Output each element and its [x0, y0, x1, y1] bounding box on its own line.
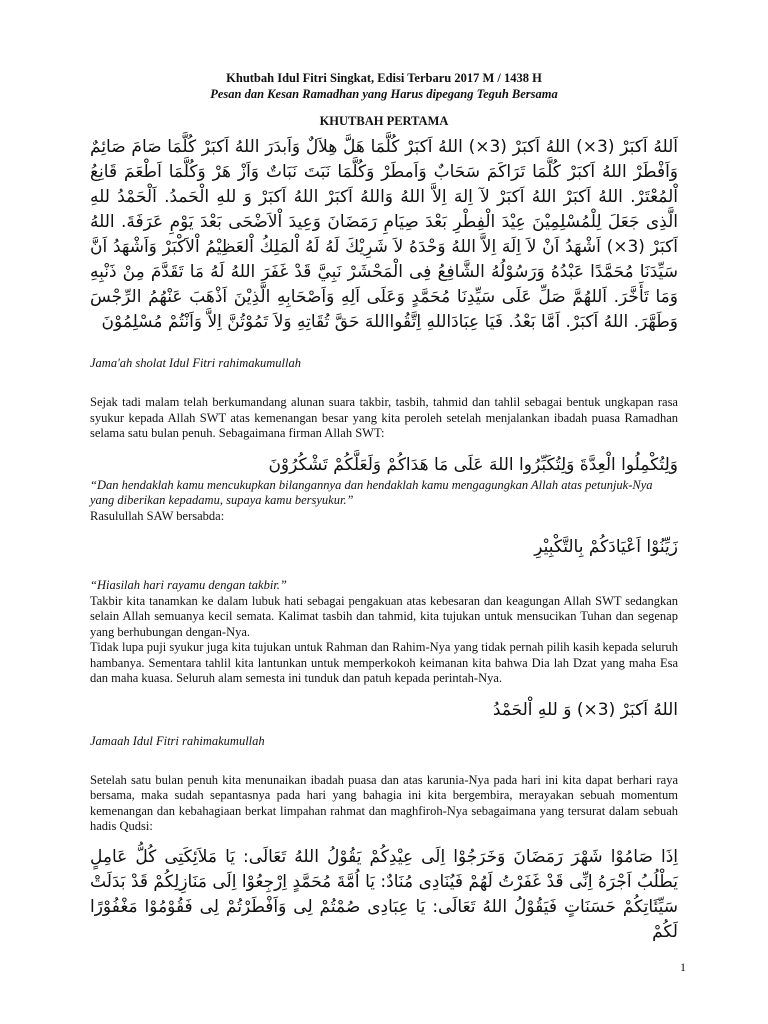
section-title: KHUTBAH PERTAMA — [319, 114, 449, 128]
section1-heading: Jama'ah sholat Idul Fitri rahimakumullah — [90, 356, 301, 370]
opening-arabic-text: اَللهُ اَكبَرْ (3×) اللهُ اَكبَرْ (3×) اللهُ اَكبَرْ كُلَّمَا هَلَّ هِلاَلٌ وَاَبدَرَ اللهُ اَكبَرْ كُلَّمَا صَامَ صَائِمٌ وَاَفْطَرْ اللهُ اَكبَرْ كُلَّمَا تَرَاكَمَ سَحَابٌ وَاَمطَرْ وَكُلَّمَا نَبَتَ نَبَاتٌ وَاَزْ هَرْ وَكُلَّمَا اَطْعَمَ قَانِعُ اْلمُعْتَرْ. اللهُ اَكبَرْ اللهُ اَكبَرْ لآ اِلهَ اِلاَّ اللهُ وَاللهُ اَكبَرْ اللهُ اَكبَرْ وَ للهِ الْحَمدُ. اَلْحَمْدُ للهِ الَّذِى جَعَلَ لِلْمُسْلِمِيْنَ عِيْدَ الْفِطْرِ بَعْدَ صِيَامِ رَمَضَانَ وَعِيدَ اْلاَضْحَى بَعْدَ يَوْمِ عَرَفَةَ. اللهُ اَكبَرْ (3×) اَشْهَدُ اَنْ لاَ اِلَهَ اِلاَّ اللهُ وَحْدَهُ لاَ شَرِيْكَ لَهُ لَهُ اْلمَلِكُ اْلعَظِيْمُ اْلاَكْبَرْ وَاَشْهَدُ اَنَّ سَيِّدَنَا مُحَمَّدًا عَبْدُهُ وَرَسُوْلُهُ الشَّافِعُ فِى الْمَحْشَرْ نَبِيَّ قَدْ غَفَرَ اللهُ لَهُ مَا تَقَدَّمَ مِنْ ذَنْبِهِ وَمَا تَأَخَّرَ. اَللهُمَّ صَلِّ عَلَى سَيِّدِنَا مُحَمَّدٍ وَعَلَى اَلِهِ وَاَصْحَابِهِ الَّذِيْنَ اَذْهَبَ عَنْهُمُ الرِّجْسَ وَطَهَّرَ. اللهُ اَكبَرْ. اَمَّا بَعْدُ. فَيَا عِبَادَاللهِ اِتَّقُوااللهَ حَقَّ تُقَاتِهِ وَلاَ تَمُوْتُنَّ اِلاَّ وَاَنْتُمْ مُسْلِمُوْنَ — [90, 137, 678, 332]
qudsi-arabic: اِذَا صَامُوْا شَهْرَ رَمَضَانَ وَخَرَجُوْا اِلَى عِيْدِكُمْ يَقُوْلُ اللهُ تَعَالَى: يَا مَلاَئِكَتِى كُلُّ عَامِلٍ يَطْلُبُ اَجْرَهُ اِنِّى قَدْ غَفَرْتُ لَهُمْ فَيُنَادِى مُنَادٌ: يَا اُمَّةَ مُحَمَّدٍ اِرْجِعُوْا اِلَى مَنَازِلِكُمْ قَدْ بَدَلَتْ سَيِّئَاتِكُمْ حَسَنَاتٍ فَيَقُوْلُ اللهُ تَعَالَى: يَا عِبَادِى صُمْتُمْ لِى وَاَفْطَرْتُمْ لِى فَقُوْمُوْا مَغْفُوْرًا لَكُمْ — [90, 846, 678, 942]
section1-paragraph: Sejak tadi malam telah berkumandang alunan suara takbir, tasbih, tahmid dan tahlil sebagai bentuk ungkapan rasa syukur kepada Allah SWT atas kemenangan besar yang kita peroleh setelah menjalankan ibadah puasa Ramadhan selama satu bulan penuh. Sebagaimana firman Allah SWT: — [90, 395, 678, 440]
takbir-arabic: اللهُ اَكبَرْ (3×) وَ للهِ اْلحَمْدُ — [492, 699, 678, 720]
hadith-intro: Rasulullah SAW bersabda: — [90, 508, 225, 523]
document-title: Khutbah Idul Fitri Singkat, Edisi Terbaru 2017 M / 1438 H — [226, 71, 542, 85]
section2-heading: Jamaah Idul Fitri rahimakumullah — [90, 733, 265, 748]
document-subtitle: Pesan dan Kesan Ramadhan yang Harus dipegang Teguh Bersama — [210, 87, 558, 101]
section2-paragraph: Setelah satu bulan penuh kita menunaikan ibadah puasa dan atas karunia-Nya pada hari ini kita dapat berhari raya bersama, maka sudah sepantasnya pada hari yang bahagia ini kita bergembira, merayakan sebuah momentum kemenangan dan kebahagiaan berkat limpahan rahmat dan maghfiroh-Nya sebagaimana yang tersurat dalam sebuah hadis Qudsi: — [90, 772, 678, 833]
page-number: 1 — [680, 960, 686, 974]
ayah-arabic: وَلِتُكْمِلُوا الْعِدَّةَ وَلِتُكَبِّرُوا اللهَ عَلَى مَا هَدَاكُمْ وَلَعَلَّكُمْ تَشْكُرُوْنَ — [268, 454, 678, 475]
ayah-translation: “Dan hendaklah kamu mencukupkan bilangannya dan hendaklah kamu mengagungkan Allah atas petunjuk-Nya yang diberikan kepadamu, supaya kamu bersyukur.” — [90, 477, 653, 507]
section1-paragraph3: Tidak lupa puji syukur juga kita tujukan untuk Rahman dan Rahim-Nya yang tidak pernah pilih kasih kepada seluruh hambanya. Sementara tahlil kita lantunkan untuk memperkokoh keimanan kita bahwa Dia lah Dzat yang maha Esa dan maha kuasa. Seluruh alam semesta ini tunduk dan patuh kepada perintah-Nya. — [90, 640, 678, 685]
hadith-translation: “Hiasilah hari rayamu dengan takbir.” — [90, 578, 287, 592]
hadith-arabic: زَيِّنُوْا اَعْيَادَكُمْ بِالتَّكْبِيْرِ — [534, 537, 678, 557]
section1-paragraph2: Takbir kita tanamkan ke dalam lubuk hati sebagai pengakuan atas kebesaran dan keagungan Allah SWT sedangkan selain Allah semuanya kecil semata. Kalimat tasbih dan tahmid, kita tujukan untuk mensucikan Tuhan dan segenap yang berhubungan dengan-Nya. — [90, 593, 678, 639]
